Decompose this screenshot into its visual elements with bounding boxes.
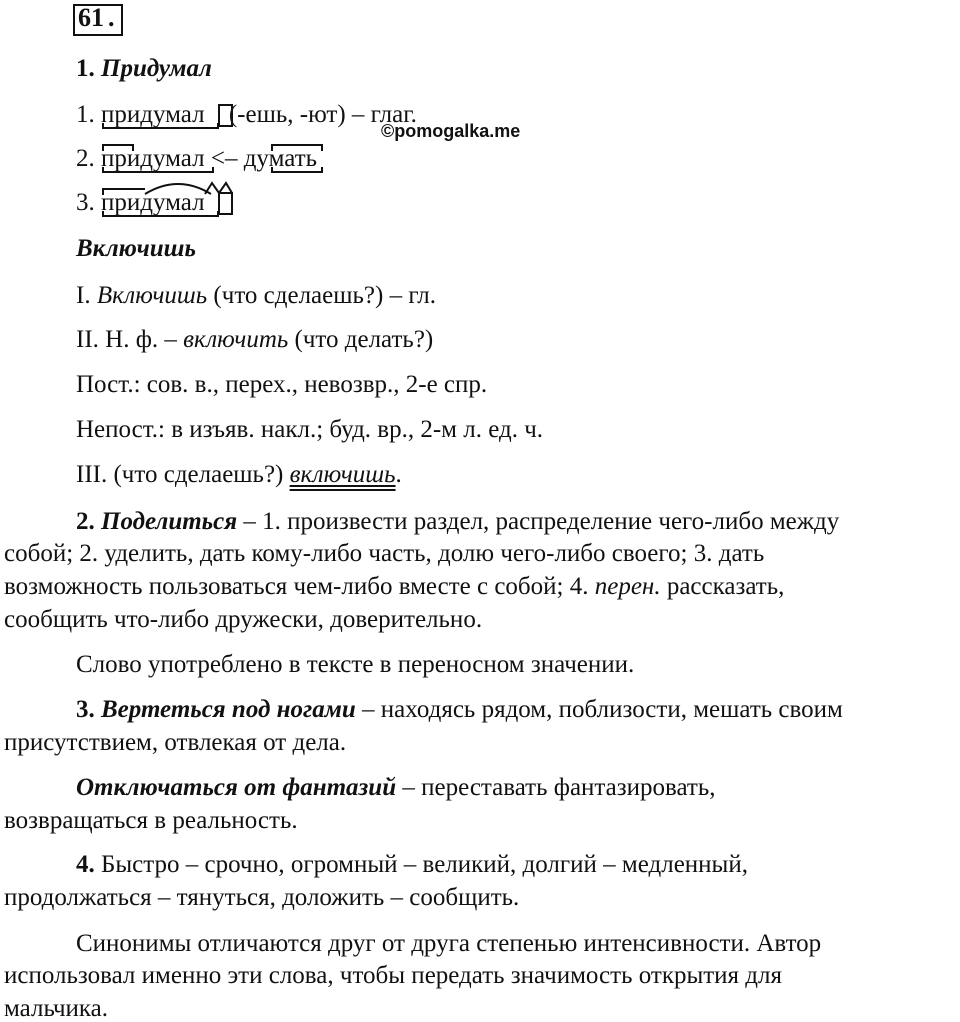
analysis-line-4: Непост.: в изъяв. накл.; буд. вр., 2-м л. ед. ч.: [76, 416, 544, 443]
analysis-line-2: II. Н. ф. – включить (что делать?): [76, 326, 434, 353]
task2-line-4: сообщить что-либо дружески, доверительно.: [4, 606, 483, 633]
word2-title: Включишь: [76, 235, 196, 262]
task2-line-2: собой; 2. уделить, дать кому-либо часть, долю чего-либо своего; 3. дать: [4, 540, 765, 567]
task2-note: Слово употреблено в тексте в переносном значении.: [76, 651, 635, 678]
watermark: ©pomogalka.me: [381, 121, 521, 141]
ending-box-3: [218, 192, 233, 215]
task4-para-line-1: Синонимы отличаются друг от друга степенью интенсивности. Автор: [76, 930, 822, 957]
task4-line-1: 4. Быстро – срочно, огромный – великий, долгий – медленный,: [76, 851, 748, 878]
analysis-line-1: I. Включишь (что сделаешь?) – гл.: [76, 282, 437, 309]
task3-line-1: 3. Вертеться под ногами – находясь рядом, поблизости, мешать своим: [76, 696, 843, 723]
morph-line-2: 2. придумал <– думать: [76, 145, 318, 172]
morph-word-1: придумал: [101, 101, 205, 128]
exercise-number: 61 .: [78, 3, 115, 32]
ending-box-1: [218, 104, 233, 127]
task3-line-2: присутствием, отвлекая от дела.: [4, 729, 347, 756]
task3-line-3: Отключаться от фантазий – переставать фантазировать,: [76, 774, 716, 801]
morph-line-1: 1. придумал (-ешь, -ют) – глаг.: [76, 101, 417, 128]
task4-para-line-3: мальчика.: [4, 995, 109, 1022]
task4-para-line-2: использовал именно эти слова, чтобы передать значимость открытия для: [4, 962, 783, 989]
task2-line-1: 2. Поделиться – 1. произвести раздел, распределение чего-либо между: [76, 508, 840, 535]
task2-line-3: возможность пользоваться чем-либо вместе с собой; 4. перен. рассказать,: [4, 573, 785, 600]
predicate-underlined: включишь: [289, 461, 396, 488]
task4-line-2: продолжаться – тянуться, доложить – сообщить.: [4, 884, 520, 911]
morph-line-3: 3. придумал: [76, 189, 205, 216]
analysis-line-5: III. (что сделаешь?) включишь.: [76, 461, 402, 488]
task1-heading: 1. Придумал: [76, 55, 212, 82]
task3-line-4: возвращаться в реальность.: [4, 807, 298, 834]
analysis-line-3: Пост.: сов. в., перех., невозвр., 2-е спр.: [76, 371, 488, 398]
